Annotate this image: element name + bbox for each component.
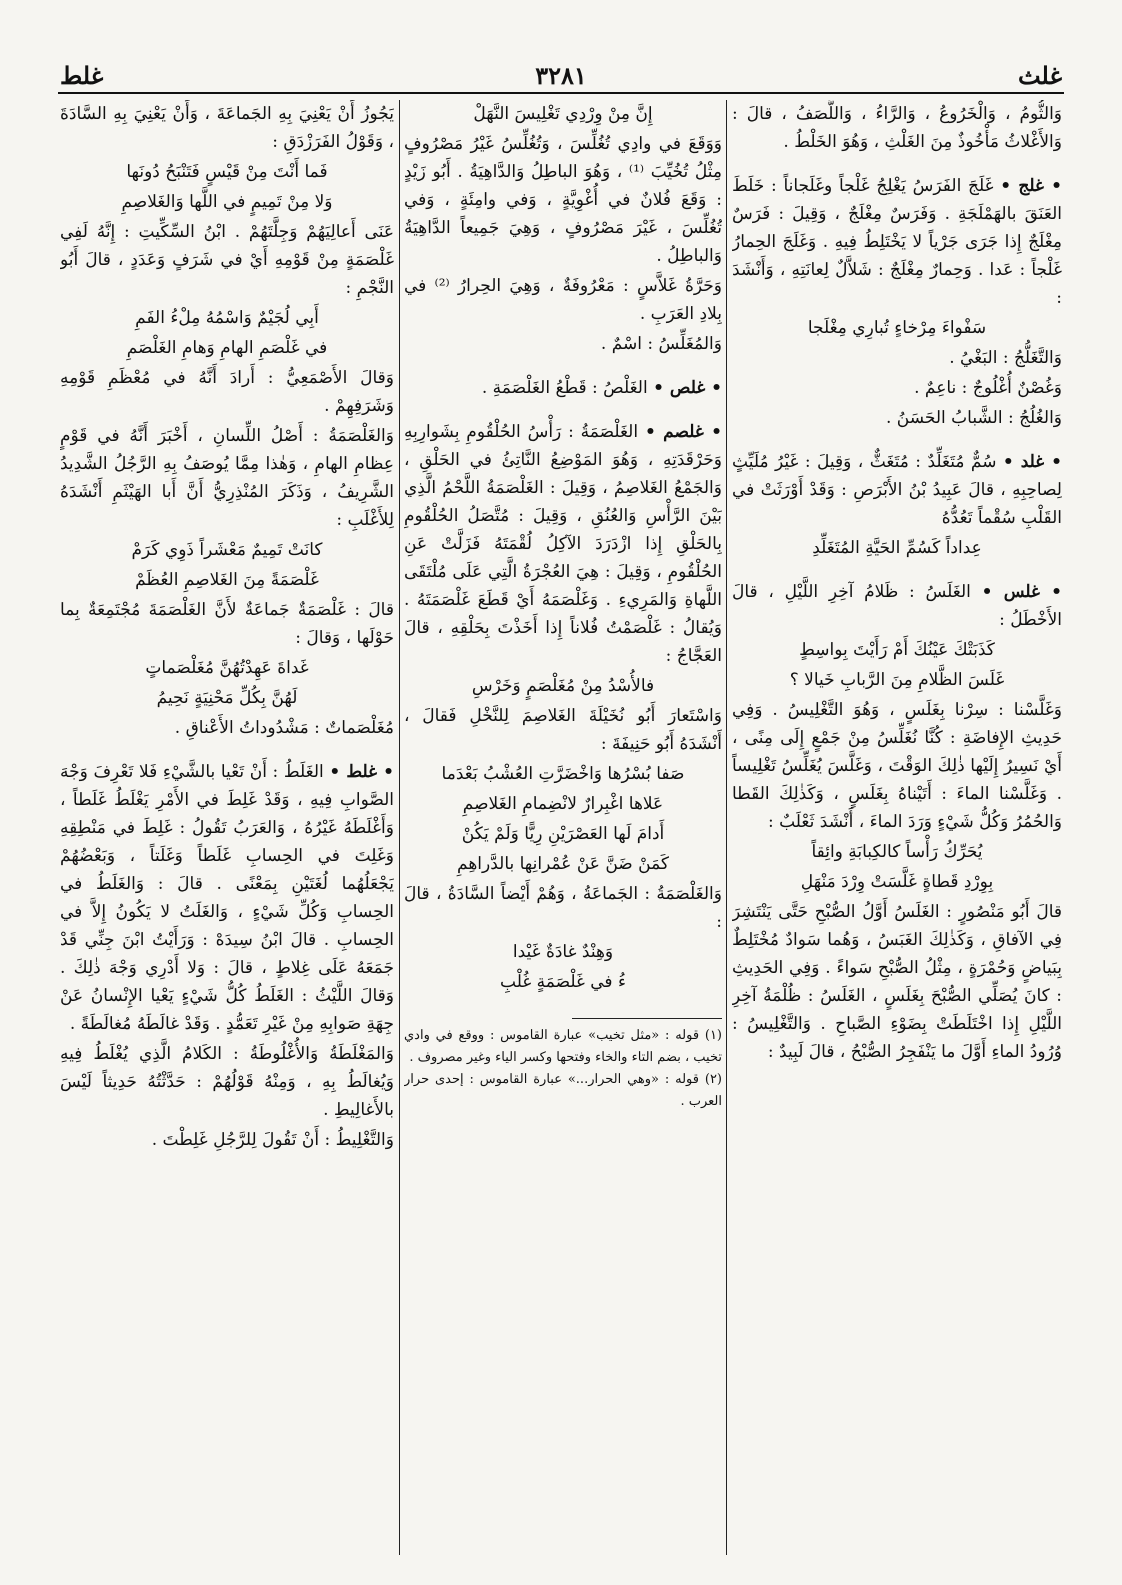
page-header xyxy=(60,62,1062,90)
entry-text: وَغُصْنٌ أُغْلُوجٌ : ناعِمٌ . xyxy=(914,378,1062,398)
paragraph xyxy=(732,344,1062,372)
verse-line: لَهُنَّ بِكُلِّ مَحْنِيَةٍ نَحِيمُ xyxy=(156,688,298,708)
verse-line: فالأُسْدُ مِنْ مُغَلْصَمٍ وَخَرْسِ xyxy=(471,676,655,696)
dictionary-entry xyxy=(404,374,722,402)
entry-text: وَالغَلْصَمَةُ : الجَماعَةُ ، وَهُمْ أَيْضاً السَّادَةُ ، قالَ : xyxy=(404,884,722,932)
verse-line: كَمَنْ ضَنَّ عَنْ عُمْرانِها بالدَّراهِمِ xyxy=(457,854,669,874)
column-middle-body xyxy=(404,100,722,996)
entry-text: قالَ : غَلْصَمَةٌ جَماعَةٌ لأَنَّ الغَلْصَمَةَ مُجْتَمِعَةٌ بِما حَوْلَها ، وَقالَ : xyxy=(60,600,394,648)
paragraph xyxy=(404,702,722,758)
paragraph xyxy=(60,218,394,302)
verse-line: بِوِرْدِ قَطاةٍ غَلَّسَتْ وِرْدَ مَنْهَلِ xyxy=(800,872,994,892)
verse-line: عَلاها اغْبِرارٌ لانْضِمامِ الغَلاصِمِ xyxy=(462,794,664,814)
entry-text: وَالتَّغْلِيطُ : أَنْ تَقُولَ لِلرَّجُلِ غَلِطْتَ . xyxy=(151,1130,394,1150)
page-number: ٣٢٨١ xyxy=(535,61,587,90)
entry-text: وَالمَغْلَطَةُ وَالأُغْلُوطَةُ : الكَلامُ الَّذِي يُغْلَطُ فِيهِ وَيُغالَطُ بِهِ ، وَمِنْهُ قَوْلُهُمْ : حَدَّثْتُهُ حَدِيثاً لَيْسَ بالأَغالِيطِ . xyxy=(60,1044,394,1120)
entry-text: سُمٌّ مُتَغَلِّدٌ : مُتَغَثٌّ ، وَقِيلَ : غَيْرُ مُلَيِّثٍ لِصاحِبِهِ ، قالَ عَبِيدُ بْنُ الأَبْرَصِ : وَقَدْ أَوْرَثَتْ في القَلْبِ سُقْماً تَعُدُّهُ xyxy=(732,452,1062,528)
entry-headword: • غلج • xyxy=(1000,176,1062,196)
paragraph xyxy=(404,880,722,936)
entry-headword: • غلص • xyxy=(653,378,722,398)
verse-line: يُحَرِّكُ رَأْساً كالكِبابَةِ وائِقاً xyxy=(811,842,983,862)
header-right-word: غلث xyxy=(1017,61,1062,90)
entry-text: غَلَجَ الفَرَسُ يَغْلِجُ غَلْجاً وغَلَجاناً : خَلَطَ العَنَقَ بالهَمْلَجَةِ . وَفَرَسٌ مِغْلَجٌ ، وَقِيلَ : فَرَسٌ مِغْلَجٌ إِذا جَرَى جَرْياً لا يَخْتَلِطُ فِيهِ . وَغَلَجَ الحِمارُ غَلْجاً : عَدا . وَحِمارٌ مِغْلَجٌ : شَلاَّلٌ لِعانَتِهِ ، وَأَنْشَدَ : xyxy=(732,176,1062,308)
verse-line: كانَتْ تَمِيمٌ مَعْشَراً ذَوِي كَرَمْ xyxy=(131,540,323,560)
verse-line: عِداداً كَسُمِّ الحَيَّةِ المُتَغَلِّدِ xyxy=(812,538,982,558)
dictionary-entry xyxy=(732,172,1062,312)
entry-text: وَالثُّومُ ، وَالْخَرُوعُ ، وَالرَّاءُ ، وَاللَّصَفُ ، قالَ : وَالأَغْلاثُ مَأْخُوذٌ مِنَ الغَلْثِ ، وَهُوَ الخَلْطُ . xyxy=(732,104,1062,152)
verse-line: كَذَبَتْكَ عَيْنُكَ أَمْ رَأَيْتَ بِواسِطٍ xyxy=(799,640,995,660)
footnote: (٢) قوله : «وهي الحرار...» عبارة القاموس : إحدى حرار العرب . xyxy=(404,1072,722,1109)
paragraph xyxy=(60,596,394,652)
entry-text: الغَلَطُ : أَنْ تَعْيا بالشَّيْءِ فَلا تَعْرِفَ وَجْهَ الصَّوابِ فِيهِ ، وَقَدْ غَلِطَ في الأَمْرِ يَغْلَطُ غَلَطاً ، وَأَغْلَطَهُ غَيْرُهُ ، وَالعَرَبُ تَقُولُ : غَلِطَ في مَنْطِقِهِ وَغَلِتَ في الحِسابِ غَلَطاً وَغَلَتاً ، وَبَعْضُهُمْ يَجْعَلُهُما لُغَتَيْنِ بِمَعْنًى . قالَ : وَالغَلَطُ في الحِسابِ وَكُلِّ شَيْءٍ ، وَالغَلَتُ لا يَكُونُ إِلاَّ في الحِسابِ . قالَ ابْنُ سِيدَهْ : وَرَأَيْتُ ابْنَ جِنِّي قَدْ جَمَعَهُ عَلَى غِلاطٍ ، قالَ : وَلا أَدْرِي وَجْهَ ذٰلِكَ . وَقالَ اللَّيْثُ : الغَلَطُ كُلُّ شَيْءٍ يَعْيا الإِنْسانُ عَنْ جِهَةِ صَوابِهِ مِنْ غَيْرِ تَعَمُّدٍ . وَقَدْ غالَطَهُ مُغالَطَةً . xyxy=(60,762,394,1034)
paragraph xyxy=(60,714,394,742)
entry-text: عَنَى أَعالِيَهُمْ وَجِلَّتَهُمْ . ابْنُ السِّكِّيتِ : إِنَّهُ لَفِي غَلْصَمَةٍ مِنْ قَوْمِهِ أَيْ في شَرَفٍ وَعَدَدٍ ، قالَ أَبُو النَّجْمِ : xyxy=(60,222,394,298)
entry-text: الغَلْصَمَةُ : رَأْسُ الحُلْقُومِ بِشَوارِبِهِ وَحَرْقَدَتِهِ ، وَهُوَ المَوْضِعُ النَّاتِئُ في الحَلْقِ ، وَالجَمْعُ الغَلاصِمُ ، وَقِيلَ : الغَلْصَمَةُ اللَّحْمُ الَّذِي بَيْنَ الرَّأْسِ وَالعُنُقِ ، وَقِيلَ : مُتَّصَلُ الحُلْقُومِ بِالحَلْقِ إِذا ازْدَرَدَ الآكِلُ لُقْمَتَهُ فَزَلَّتْ عَنِ الحُلْقُومِ ، وَقِيلَ : هِيَ العُجْرَةُ الَّتِي عَلَى مُلْتَقَى اللَّهاةِ وَالمَرِيءِ . وَغَلْصَمَهُ أَيْ قَطَعَ غَلْصَمَتَهُ . وَيُقالُ : غَلْصَمْتُ فُلاناً إِذا أَخَذْتَ بِحَلْقِهِ ، قالَ العَجَّاجُ : xyxy=(404,422,722,666)
paragraph xyxy=(60,1040,394,1124)
entry-text: وَغَلَّسْنا : سِرْنا بِغَلَسٍ ، وَهُوَ التَّغْلِيسُ . وَفِي حَدِيثِ الإِفاضَةِ : كُنَّا نُغَلِّسُ مِنْ جَمْعٍ إِلَى مِنًى ، أَيْ نَسِيرُ إِلَيْها ذٰلِكَ الوَقْتَ ، وَغَلَّسَ يُغَلِّسُ تَغْلِيساً . وَغَلَّسْنا الماءَ : أَتَيْناهُ بِغَلَسٍ ، وَكَذٰلِكَ القَطا وَالحُمُرُ وَكُلُّ شَيْءٍ وَرَدَ الماءَ ، أَنْشَدَ ثَعْلَبٌ : xyxy=(732,700,1062,832)
column-divider xyxy=(399,100,400,1555)
verse-line: وَهِنْدٌ غادَةٌ غَيْدا xyxy=(512,942,614,962)
verse-line: غَلَسَ الظَّلامِ مِنَ الرَّبابِ خَيالا ؟ xyxy=(789,670,1005,690)
verse-line: غَلْصَمَةً مِنَ الغَلاصِمِ العُظَمْ xyxy=(135,570,319,590)
verse-line: أَبِي لُجَيْمٌ وَاسْمُهُ مِلْءُ الفَمِ xyxy=(135,308,319,328)
dictionary-entry xyxy=(732,578,1062,634)
verse-line: صَفا بُسْرُها وَاخْضَرَّتِ العُشْبُ بَعْدَما xyxy=(441,764,685,784)
header-rule xyxy=(58,92,1064,94)
column-left xyxy=(60,100,394,1555)
entry-text: وَحَرَّةُ غَلاَّسٍ : مَعْرُوفَةٌ ، وَهِيَ الحِرارُ ⁽²⁾ في بِلادِ العَرَبِ . xyxy=(404,276,722,324)
footnote: (١) قوله : «مثل تخيب» عبارة القاموس : ووقع في وادي تخيب ، بضم التاء والخاء وفتحها وكسر الياء وغير مصروف . xyxy=(404,1028,722,1065)
footnote-rule xyxy=(572,1018,722,1019)
verse-line: سَفْواءَ مِرْخاءٍ تُبارِي مِغْلَجا xyxy=(807,318,987,338)
dictionary-entry xyxy=(404,418,722,670)
paragraph xyxy=(732,100,1062,156)
verse-line: إِنَّ مِنْ وِرْدِي تَغْلِيسَ النَّهَلْ xyxy=(473,104,653,124)
entry-text: الغَلْصُ : قَطْعُ الغَلْصَمَةِ . xyxy=(481,378,648,398)
entry-text: يَجُوزُ أَنْ يَعْنِيَ بِهِ الجَماعَةَ ، وَأَنْ يَعْنِيَ بِهِ السَّادَةَ ، وَقَوْلُ الفَرَزْدَقِ : xyxy=(60,104,394,152)
entry-headword: • غلط • xyxy=(329,762,394,782)
entry-headword: • غلس • xyxy=(981,582,1062,602)
paragraph xyxy=(732,374,1062,402)
column-divider xyxy=(726,100,727,1555)
paragraph xyxy=(60,1126,394,1154)
entry-text: وَالمُغَلِّسُ : اسْمٌ . xyxy=(600,334,722,354)
paragraph xyxy=(60,364,394,420)
entry-text: وَقالَ الأَصْمَعِيُّ : أَرادَ أَنَّهُ في مُعْظَمِ قَوْمِهِ وَشَرَفِهِمْ . xyxy=(60,368,394,416)
entry-text: وَالتَّغَلُّجُ : البَغْيُ . xyxy=(949,348,1062,368)
paragraph xyxy=(732,404,1062,432)
header-left-word: غلط xyxy=(60,61,104,90)
column-middle xyxy=(404,100,722,1555)
paragraph xyxy=(404,130,722,270)
entry-text: مُغَلْصَماتٌ : مَشْدُوداتُ الأَعْناقِ . xyxy=(174,718,394,738)
verse-line: في غَلْصَمِ الهامِ وَهامِ الغَلْصَمِ xyxy=(126,338,328,358)
entry-text: وَوَقَعَ في وادِي تُغُلِّسَ ، وَتُغُلِّسُ غَيْرُ مَصْرُوفٍ مِثْلُ تُخُيِّبَ ⁽¹⁾ ، وَهُوَ الباطِلُ وَالدَّاهِيَةُ . أَبُو زَيْدٍ : وَقَعَ فُلانٌ في أُغْوِيَّةٍ ، وَفي وامِئَةٍ ، وَفي تُغُلِّسَ ، غَيْرَ مَصْرُوفٍ ، وَهِيَ جَمِيعاً الدَّاهِيَةُ وَالباطِلُ . xyxy=(404,134,722,266)
entry-text: وَاسْتَعارَ أَبُو نُخَيْلَةَ الغَلاصِمَ لِلنَّخْلِ فَقالَ ، أَنْشَدَهُ أَبُو حَنِيفَةَ : xyxy=(404,706,722,754)
verse-line: ءُ في غَلْصَمَةٍ غُلْبِ xyxy=(500,972,626,992)
entry-text: وَالغُلُجُ : الشَّبابُ الحَسَنُ . xyxy=(885,408,1062,428)
paragraph xyxy=(732,898,1062,1066)
entry-headword: • غلد • xyxy=(1002,452,1062,472)
entry-text: وَالغَلْصَمَةُ : أَصْلُ اللِّسانِ ، أَخْبَرَ أَنَّهُ في قَوْمٍ عِظامِ الهامِ ، وَهٰذا مِمَّا يُوصَفُ بِهِ الرَّجُلُ الشَّدِيدُ الشَّرِيفُ ، وَذَكَرَ المُنْذِرِيُّ أَنَّ أَبا الهَيْثَمِ أَنْشَدَهُ لِلأَغْلَبِ : xyxy=(60,426,394,530)
entry-text: الغَلَسُ : ظَلامُ آخِرِ اللَّيْلِ ، قالَ الأَخْطَلُ : xyxy=(732,582,1062,630)
paragraph xyxy=(60,422,394,534)
verse-line: أَدامَ لَها العَصْرَيْنِ رِيًّا وَلَمْ يَكُنْ xyxy=(461,824,665,844)
dictionary-entry xyxy=(732,448,1062,532)
paragraph xyxy=(404,272,722,328)
verse-line: وَلا مِنْ تَمِيمٍ في اللَّها وَالغَلاصِمِ xyxy=(121,192,333,212)
verse-line: غَداةَ عَهِدْتُهُنَّ مُغَلْصَماتٍ xyxy=(145,658,309,678)
verse-line: فَما أَنْتَ مِنْ قَيْسٍ فَتَنْبَحُ دُونَها xyxy=(126,162,328,182)
dictionary-entry xyxy=(60,758,394,1038)
paragraph xyxy=(60,100,394,156)
paragraph xyxy=(404,330,722,358)
entry-headword: • غلصم • xyxy=(644,422,722,442)
paragraph xyxy=(732,696,1062,836)
column-right xyxy=(732,100,1062,1555)
entry-text: قالَ أَبُو مَنْصُورٍ : الغَلَسُ أَوَّلُ الصُّبْحِ حَتَّى يَنْتَشِرَ فِي الآفاقِ ، وَكَذٰلِكَ الغَبَسُ ، وَهُما سَوادٌ مُخْتَلِطٌ بِبَياضٍ وَحُمْرَةٍ ، مِثْلُ الصُّبْحِ سَواءً . وَفِي الحَدِيثِ : كانَ يُصَلِّي الصُّبْحَ بِغَلَسٍ ، الغَلَسُ : ظُلْمَةُ آخِرِ اللَّيْلِ إِذا اخْتَلَطَتْ بِضَوْءِ الصَّباحِ . وَالتَّغْلِيسُ : وُرُودُ الماءِ أَوَّلَ ما يَنْفَجِرُ الصُّبْحُ ، قالَ لَبِيدٌ : xyxy=(732,902,1062,1062)
